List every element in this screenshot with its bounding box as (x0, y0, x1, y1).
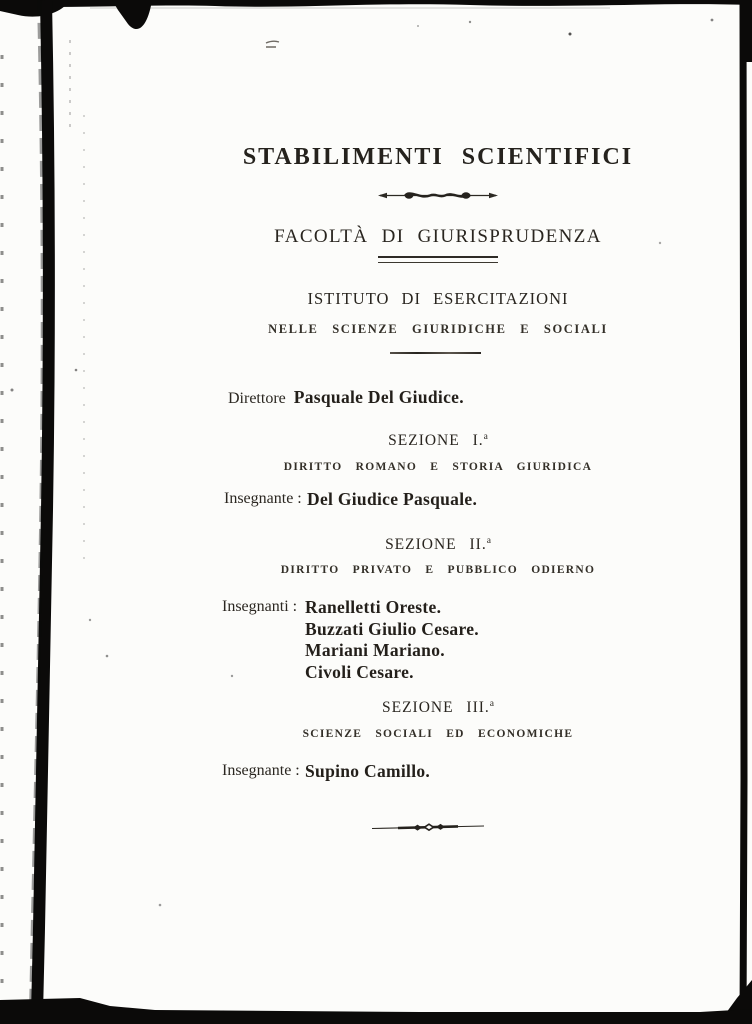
section-1-role-label: Insegnante : (224, 490, 302, 507)
swash-divider-ornament (378, 186, 498, 209)
section-1-teacher-names (307, 489, 477, 511)
director-line (228, 387, 464, 408)
section-1-heading-text: SEZIONE I. (388, 432, 484, 450)
director-label: Direttore (228, 390, 286, 407)
section-3-teachers-line (222, 761, 431, 781)
section-2-heading-sup: a (486, 536, 491, 546)
section-3-teacher-names (305, 761, 430, 783)
section-2-heading-text: SEZIONE II. (385, 536, 487, 554)
section-2-subject: DIRITTO PRIVATO E PUBBLICO ODIERNO (280, 564, 596, 576)
institute-name: ISTITUTO DI ESERCITAZIONI (307, 289, 569, 308)
section-2-role-label: Insegnanti : (222, 598, 298, 615)
faculty-heading: FACOLTÀ DI GIURISPRUDENZA (274, 226, 602, 247)
section-3-heading-text: SEZIONE III. (381, 699, 490, 717)
page-title: STABILIMENTI SCIENTIFICI (242, 144, 634, 170)
section-3-role-label: Insegnante : (222, 762, 300, 779)
section-2-teacher-names (305, 597, 479, 684)
teacher-name: Del Giudice Pasquale. (307, 489, 478, 509)
section-3-heading (123, 699, 752, 717)
section-1-heading-sup: a (483, 432, 488, 442)
section-2-heading (123, 536, 752, 554)
teacher-name: Civoli Cesare. (305, 662, 414, 683)
teacher-name: Ranelletti Oreste. (305, 597, 442, 617)
double-rule-divider (378, 256, 498, 263)
section-3-subject: SCIENZE SOCIALI ED ECONOMICHE (302, 728, 574, 740)
director-name: Pasquale Del Giudice. (293, 387, 464, 407)
thin-rule-divider (390, 352, 481, 354)
teacher-name: Supino Camillo. (305, 761, 431, 781)
section-1-teachers-line (224, 489, 478, 509)
institute-subtitle: NELLE SCIENZE GIURIDICHE E SOCIALI (268, 322, 608, 336)
tapered-divider-ornament (372, 820, 484, 839)
section-1-heading (123, 432, 752, 450)
section-2-teachers-line (222, 597, 479, 683)
teacher-name: Buzzati Giulio Cesare. (305, 618, 479, 639)
section-3-heading-sup: a (489, 699, 495, 709)
teacher-name: Mariani Mariano. (305, 640, 445, 661)
section-1-subject: DIRITTO ROMANO E STORIA GIURIDICA (283, 461, 593, 473)
